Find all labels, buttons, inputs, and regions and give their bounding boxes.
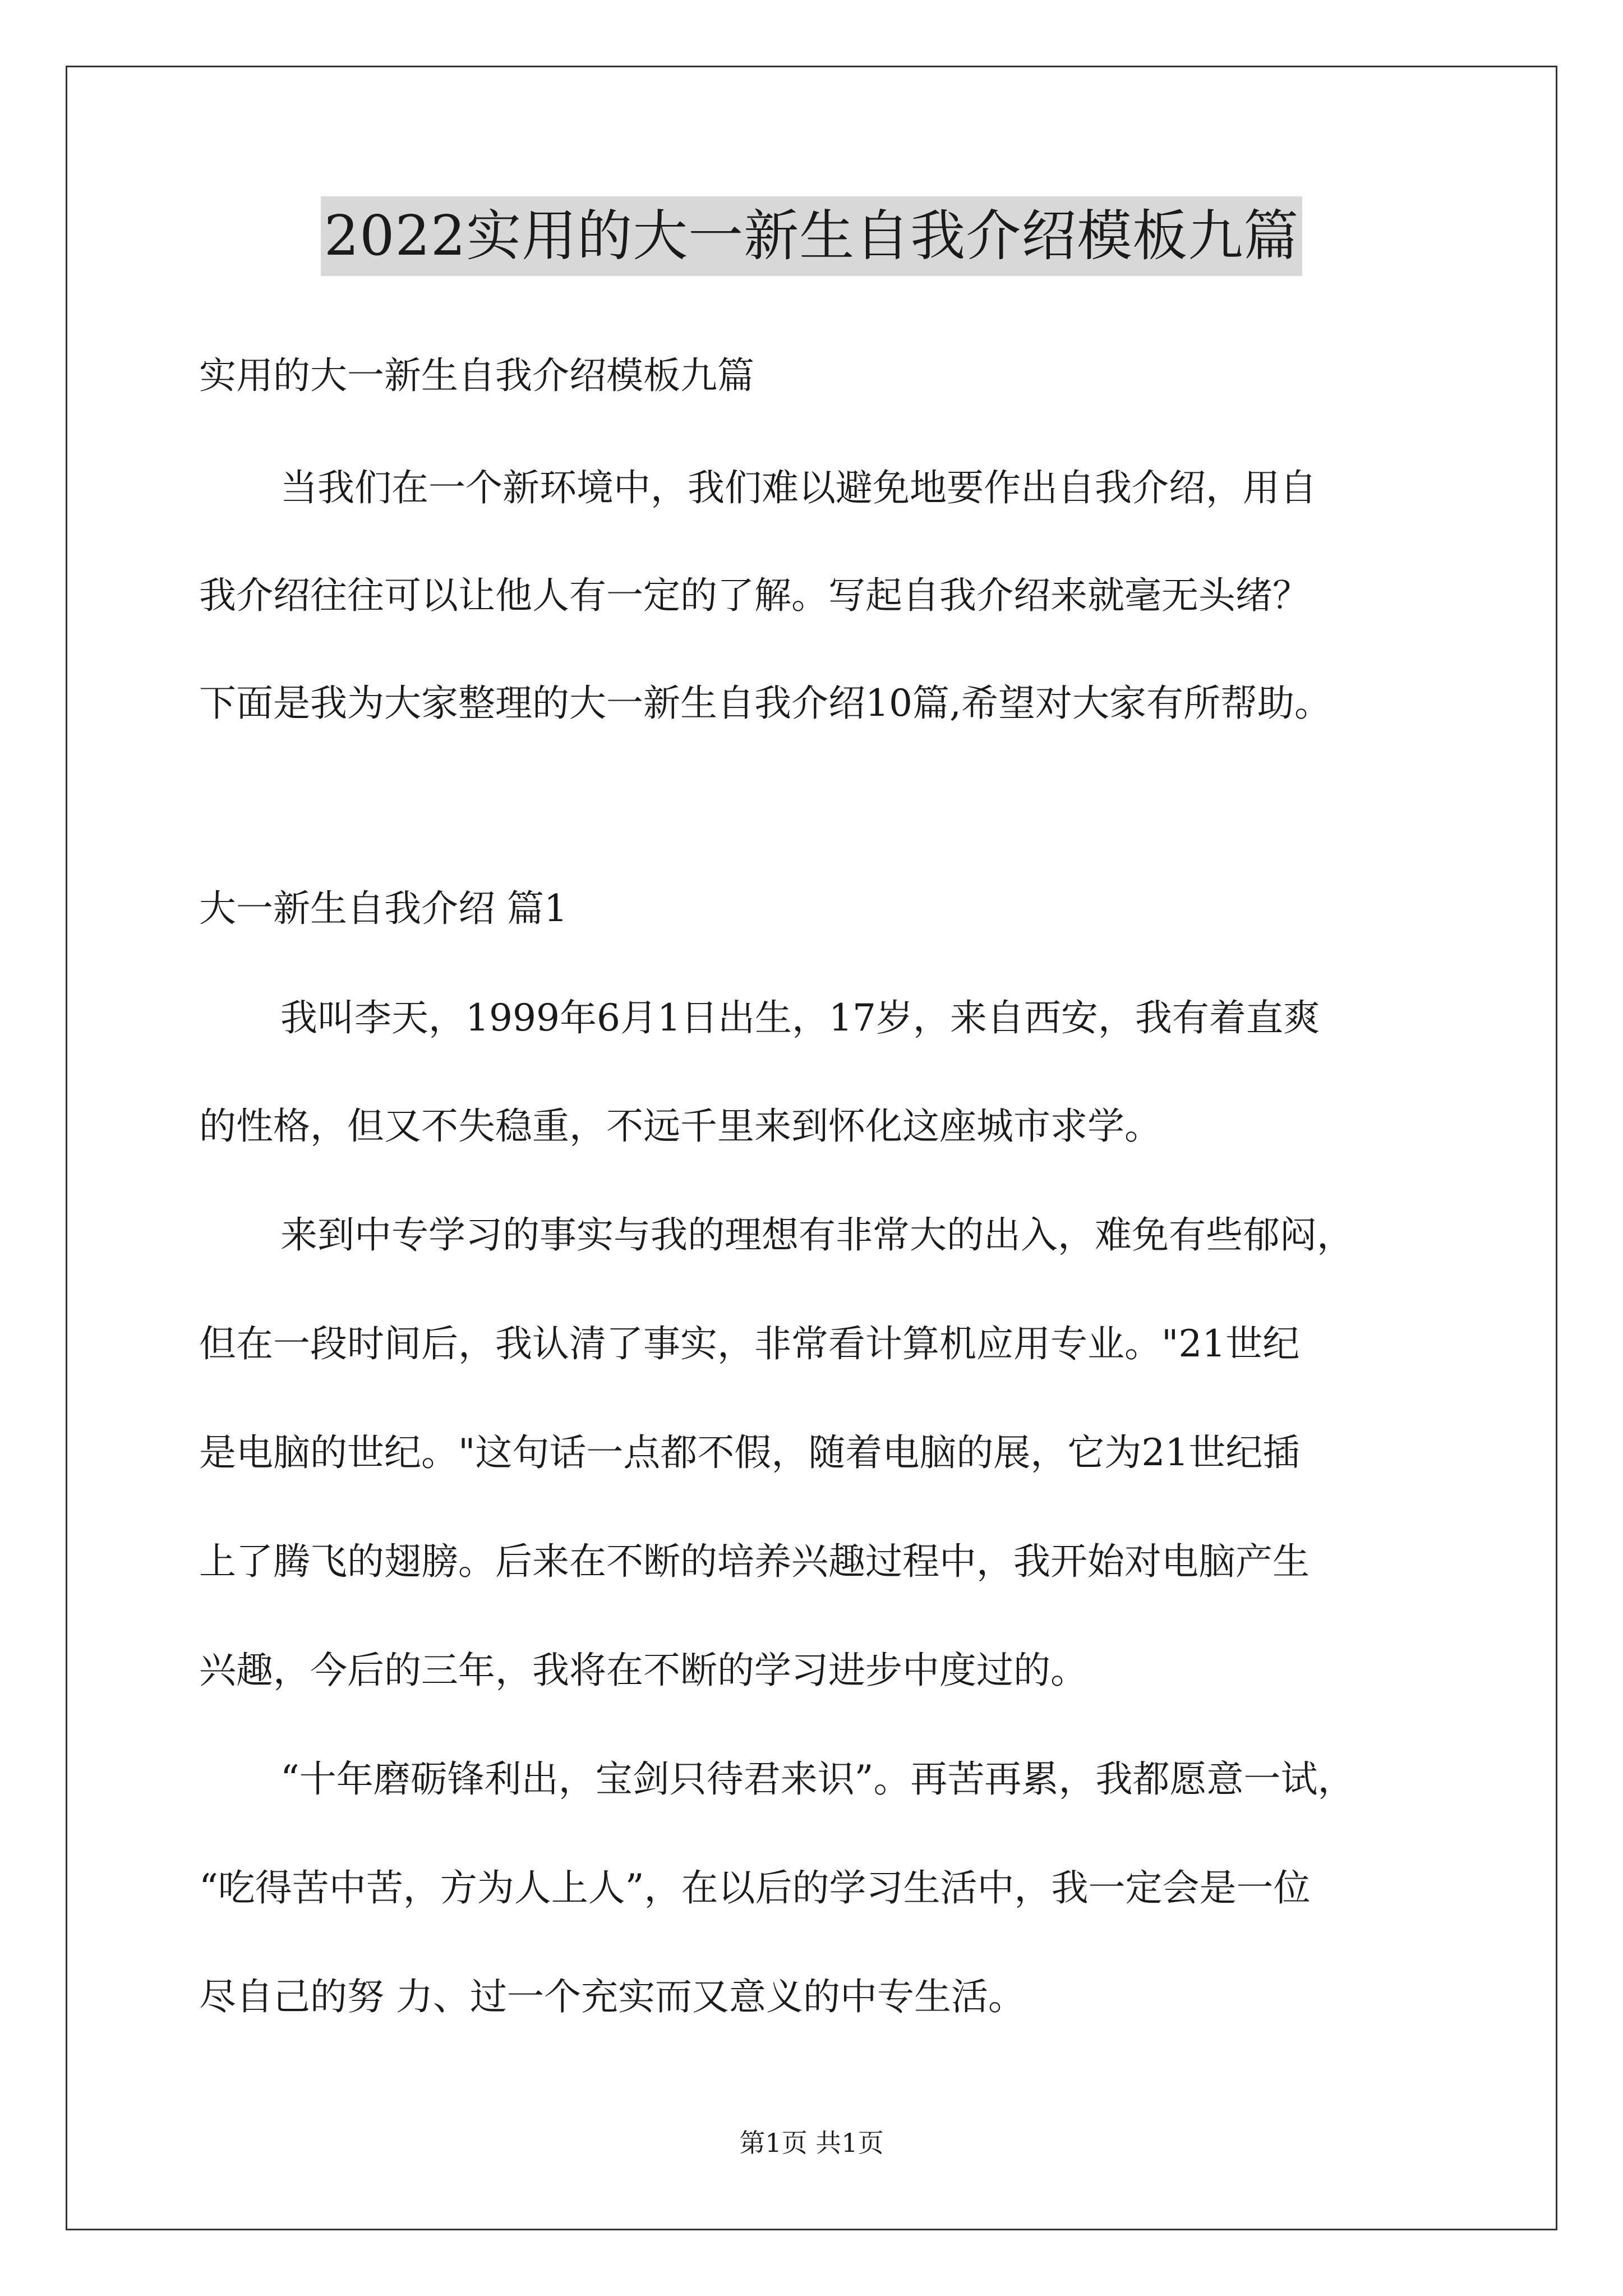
intro-line-3: 下面是我为大家整理的大一新生自我介绍10篇,希望对大家有所帮助。 [199,682,1331,725]
document-subtitle: 实用的大一新生自我介绍模板九篇 [199,354,754,397]
para3-line-1: “十年磨砺锋利出，宝剑只待君来识”。再苦再累，我都愿意一试， [280,1757,1355,1801]
intro-line-1: 当我们在一个新环境中，我们难以避免地要作出自我介绍，用自 [280,466,1317,509]
section-heading: 大一新生自我介绍 篇1 [199,887,568,930]
para2-line-3: 是电脑的世纪。"这句话一点都不假，随着电脑的展，它为21世纪插 [199,1431,1300,1474]
para2-line-2: 但在一段时间后，我认清了事实，非常看计算机应用专业。"21世纪 [199,1322,1300,1365]
para2-line-4: 上了腾飞的翅膀。后来在不断的培养兴趣过程中，我开始对电脑产生 [199,1540,1310,1583]
para1-line-1: 我叫李天，1999年6月1日出生，17岁，来自西安，我有着直爽 [280,996,1320,1039]
para3-line-2: “吃得苦中苦，方为人上人”，在以后的学习生活中，我一定会是一位 [199,1866,1311,1910]
document-title: 2022实用的大一新生自我介绍模板九篇 [321,196,1302,276]
para3-line-3: 尽自己的努 力、过一个充实而又意义的中专生活。 [199,1975,1025,2018]
para2-line-1: 来到中专学习的事实与我的理想有非常大的出入，难免有些郁闷， [280,1213,1354,1257]
para1-line-2: 的性格，但又不失稳重，不远千里来到怀化这座城市求学。 [199,1105,1161,1148]
page-footer: 第1页 共1页 [739,2128,884,2158]
para2-line-5: 兴趣，今后的三年，我将在不断的学习进步中度过的。 [199,1649,1087,1692]
title-container [0,196,1623,276]
intro-line-2: 我介绍往往可以让他人有一定的了解。写起自我介绍来就毫无头绪？ [199,574,1310,617]
